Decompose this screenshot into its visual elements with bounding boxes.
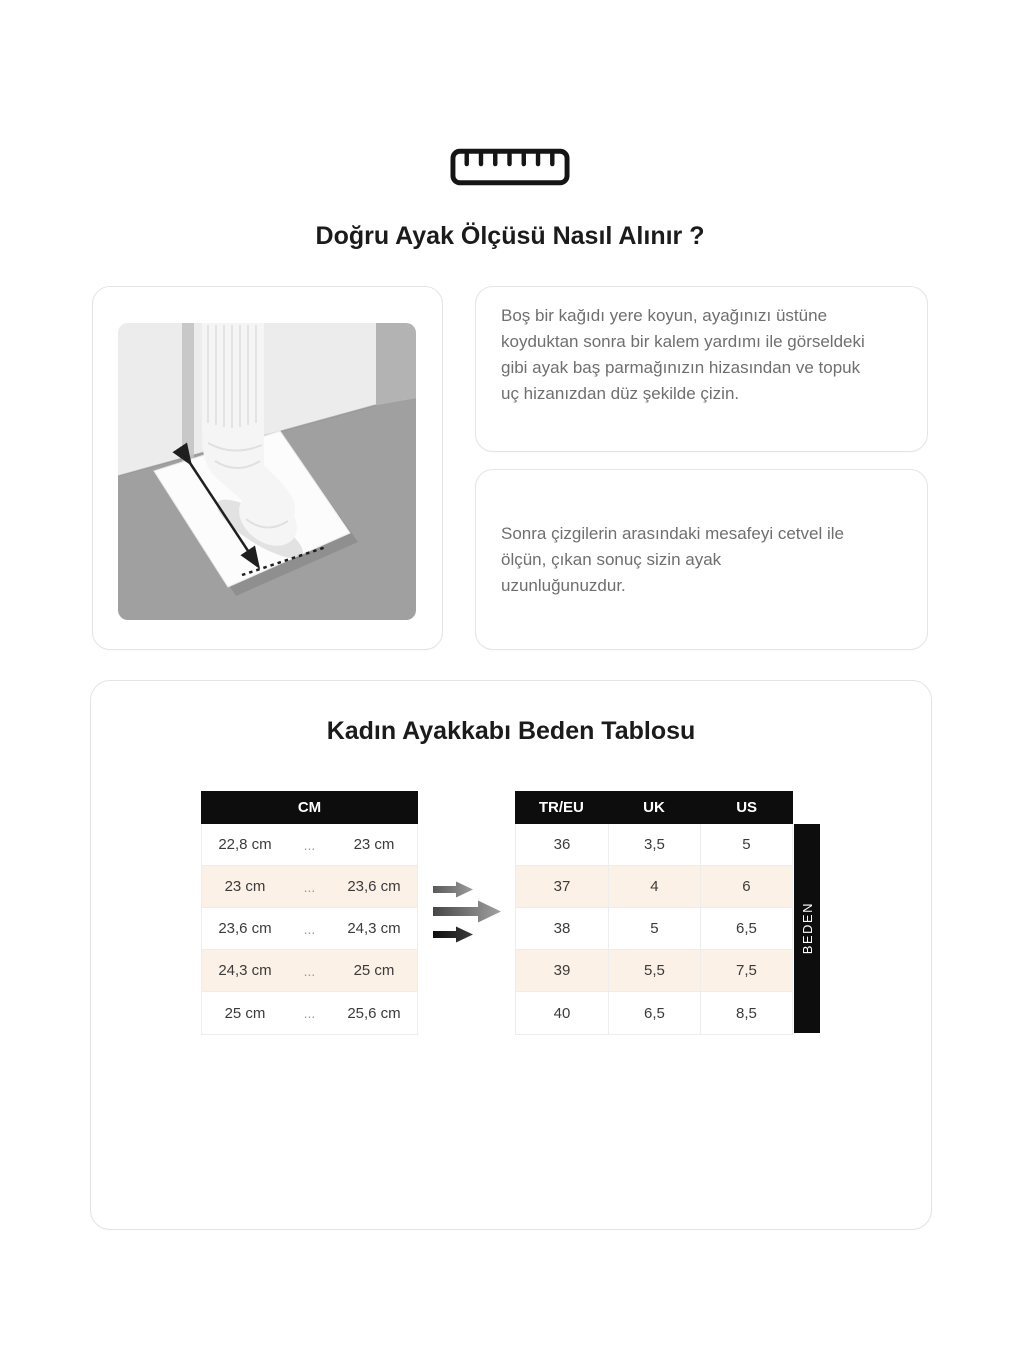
range-dots: ... xyxy=(303,1005,316,1021)
cm-to: 24,3 cm xyxy=(347,920,401,937)
table-row xyxy=(202,824,417,866)
table-row xyxy=(202,950,417,992)
size-us: 6 xyxy=(700,866,792,907)
cm-table-body xyxy=(201,824,418,1035)
foot-on-paper-photo xyxy=(118,323,416,620)
table-row xyxy=(516,992,792,1034)
size-table-card xyxy=(90,680,932,1230)
table-row xyxy=(202,992,417,1034)
cm-from: 24,3 cm xyxy=(218,962,272,979)
measurement-photo-card xyxy=(92,286,443,650)
size-tr-eu: 36 xyxy=(553,836,571,853)
size-tr-eu: 39 xyxy=(553,962,571,979)
cm-to: 23,6 cm xyxy=(347,878,401,895)
page-title: Doğru Ayak Ölçüsü Nasıl Alınır ? xyxy=(315,222,705,250)
size-uk: 6,5 xyxy=(608,992,700,1034)
cm-from: 23 cm xyxy=(224,878,266,895)
cm-from: 23,6 cm xyxy=(218,920,272,937)
size-table-title: Kadın Ayakkabı Beden Tablosu xyxy=(326,717,696,745)
conversion-table-header xyxy=(515,791,793,824)
cm-to: 23 cm xyxy=(353,836,395,853)
table-row xyxy=(516,866,792,908)
size-uk: 5,5 xyxy=(608,950,700,991)
header-us: US xyxy=(736,799,758,816)
instruction-text-2: Sonra çizgilerin arasındaki mesafeyi cetvel ile ölçün, çıkan sonuç sizin ayak uzunluğunuzdur. xyxy=(501,523,844,595)
header-tr-eu: TR/EU xyxy=(538,799,584,816)
cm-to: 25 cm xyxy=(353,962,395,979)
size-tr-eu: 37 xyxy=(553,878,571,895)
size-tr-eu: 38 xyxy=(553,920,571,937)
header-uk: UK xyxy=(643,799,665,816)
size-us: 5 xyxy=(700,824,792,865)
size-uk: 4 xyxy=(608,866,700,907)
instruction-text-1: Boş bir kağıdı yere koyun, ayağınızı üstüne koyduktan sonra bir kalem yardımı ile görseldeki gibi ayak baş parmağınızın hizasından ve topuk uç hizanızdan düz şekilde çizin. xyxy=(501,306,865,403)
ruler-icon xyxy=(450,148,570,186)
instruction-card-1 xyxy=(475,286,928,452)
size-uk: 3,5 xyxy=(608,824,700,865)
beden-side-label: BEDEN xyxy=(794,824,820,1033)
cm-table xyxy=(201,791,418,1035)
instruction-card-2 xyxy=(475,469,928,650)
range-dots: ... xyxy=(303,878,316,895)
table-row xyxy=(202,866,417,908)
cm-from: 22,8 cm xyxy=(218,836,272,853)
table-row xyxy=(516,908,792,950)
size-conversion-table xyxy=(515,791,793,1035)
table-row xyxy=(516,824,792,866)
triple-arrow-right-icon xyxy=(431,879,503,949)
cm-header-label: CM xyxy=(297,799,322,816)
table-row xyxy=(202,908,417,950)
size-tr-eu: 40 xyxy=(553,1004,571,1022)
cm-table-header xyxy=(201,791,418,824)
conversion-table-body xyxy=(515,824,793,1035)
size-us: 7,5 xyxy=(700,950,792,991)
size-uk: 5 xyxy=(608,908,700,949)
range-dots: ... xyxy=(303,920,316,937)
table-row xyxy=(516,950,792,992)
cm-to: 25,6 cm xyxy=(347,1004,401,1022)
size-us: 6,5 xyxy=(700,908,792,949)
size-us: 8,5 xyxy=(700,992,792,1034)
cm-from: 25 cm xyxy=(224,1004,266,1022)
range-dots: ... xyxy=(303,836,316,853)
range-dots: ... xyxy=(303,962,316,979)
